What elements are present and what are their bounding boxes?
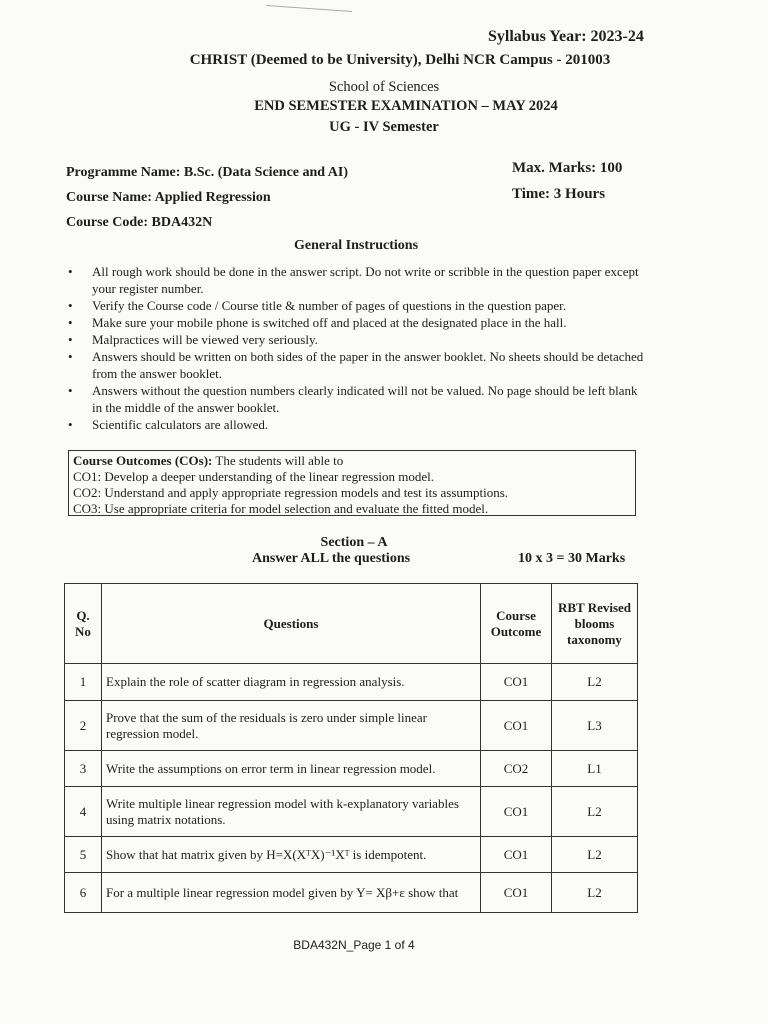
- question-number: 6: [65, 873, 102, 913]
- table-row: [65, 751, 638, 787]
- course-name: Course Name: Applied Regression: [66, 190, 271, 205]
- question-co: CO2: [481, 751, 552, 787]
- instruction-item: • Answers without the question numbers clearly indicated will not be valued. No page should be left blank in the middle of the answer booklet.: [68, 382, 648, 416]
- question-number: 2: [65, 701, 102, 751]
- table-row: [65, 664, 638, 701]
- university-name: CHRIST (Deemed to be University), Delhi NCR Campus - 201003: [189, 52, 611, 68]
- section-title: Section – A: [320, 535, 388, 550]
- header-rbt: RBT Revised blooms taxonomy: [552, 584, 638, 664]
- question-text: For a multiple linear regression model given by Y= Xβ+ε show that: [102, 873, 481, 913]
- question-number: 4: [65, 787, 102, 837]
- programme-name: Programme Name: B.Sc. (Data Science and AI): [66, 165, 349, 180]
- course-outcomes-intro: The students will able to: [212, 453, 344, 468]
- question-rbt: L2: [552, 837, 638, 873]
- question-rbt: L2: [552, 787, 638, 837]
- questions-table: [64, 583, 638, 913]
- header-questions: Questions: [102, 584, 481, 664]
- question-text: Explain the role of scatter diagram in regression analysis.: [102, 664, 481, 701]
- course-outcomes-box: [68, 450, 636, 516]
- instructions-list: [68, 263, 648, 433]
- course-outcomes-heading: [73, 453, 631, 469]
- instruction-item: • Answers should be written on both sides of the paper in the answer booklet. No sheets should be detached from the answer booklet.: [68, 348, 648, 382]
- instruction-item: • Verify the Course code / Course title & number of pages of questions in the question paper.: [68, 297, 648, 314]
- question-text: Write multiple linear regression model with k-explanatory variables using matrix notations.: [102, 787, 481, 837]
- question-number: 5: [65, 837, 102, 873]
- school-name: School of Sciences: [328, 79, 440, 95]
- section-marks: 10 x 3 = 30 Marks: [518, 551, 626, 566]
- question-co: CO1: [481, 664, 552, 701]
- table-row: [65, 701, 638, 751]
- table-row: [65, 787, 638, 837]
- question-text: Write the assumptions on error term in linear regression model.: [102, 751, 481, 787]
- question-rbt: L2: [552, 873, 638, 913]
- question-rbt: L2: [552, 664, 638, 701]
- question-co: CO1: [481, 701, 552, 751]
- course-outcomes-title: Course Outcomes (COs):: [73, 453, 213, 468]
- course-outcome-item: CO1: Develop a deeper understanding of the linear regression model.: [73, 469, 434, 484]
- exam-title: END SEMESTER EXAMINATION – MAY 2024: [254, 98, 558, 114]
- course-outcome-item: CO3: Use appropriate criteria for model selection and evaluate the fitted model.: [73, 501, 489, 516]
- question-text: Show that hat matrix given by H=X(XᵀX)⁻¹Xᵀ is idempotent.: [102, 837, 481, 873]
- general-instructions-title: General Instructions: [293, 238, 419, 253]
- question-rbt: L3: [552, 701, 638, 751]
- instruction-item: • Make sure your mobile phone is switched off and placed at the designated place in the hall.: [68, 314, 648, 331]
- question-rbt: L1: [552, 751, 638, 787]
- scan-mark: [266, 5, 352, 16]
- table-row: [65, 837, 638, 873]
- semester: UG - IV Semester: [329, 119, 439, 135]
- table-row: [65, 873, 638, 913]
- course-outcome-item: CO2: Understand and apply appropriate regression models and test its assumptions.: [73, 485, 509, 500]
- section-instruction: Answer ALL the questions: [252, 551, 411, 566]
- question-number: 3: [65, 751, 102, 787]
- question-co: CO1: [481, 787, 552, 837]
- exam-time: Time: 3 Hours: [512, 186, 606, 202]
- header-qno: Q. No: [65, 584, 102, 664]
- instruction-item: • Scientific calculators are allowed.: [68, 416, 648, 433]
- instruction-item: • Malpractices will be viewed very seriously.: [68, 331, 648, 348]
- syllabus-year: Syllabus Year: 2023-24: [488, 28, 644, 45]
- page-footer: BDA432N_Page 1 of 4: [293, 938, 415, 952]
- question-number: 1: [65, 664, 102, 701]
- max-marks: Max. Marks: 100: [512, 160, 623, 176]
- header-course-outcome: Course Outcome: [481, 584, 552, 664]
- question-co: CO1: [481, 873, 552, 913]
- table-header-row: [65, 584, 638, 664]
- instruction-item: • All rough work should be done in the answer script. Do not write or scribble in the question paper except your register number.: [68, 263, 648, 297]
- question-co: CO1: [481, 837, 552, 873]
- question-text: Prove that the sum of the residuals is zero under simple linear regression model.: [102, 701, 481, 751]
- course-code: Course Code: BDA432N: [66, 215, 213, 230]
